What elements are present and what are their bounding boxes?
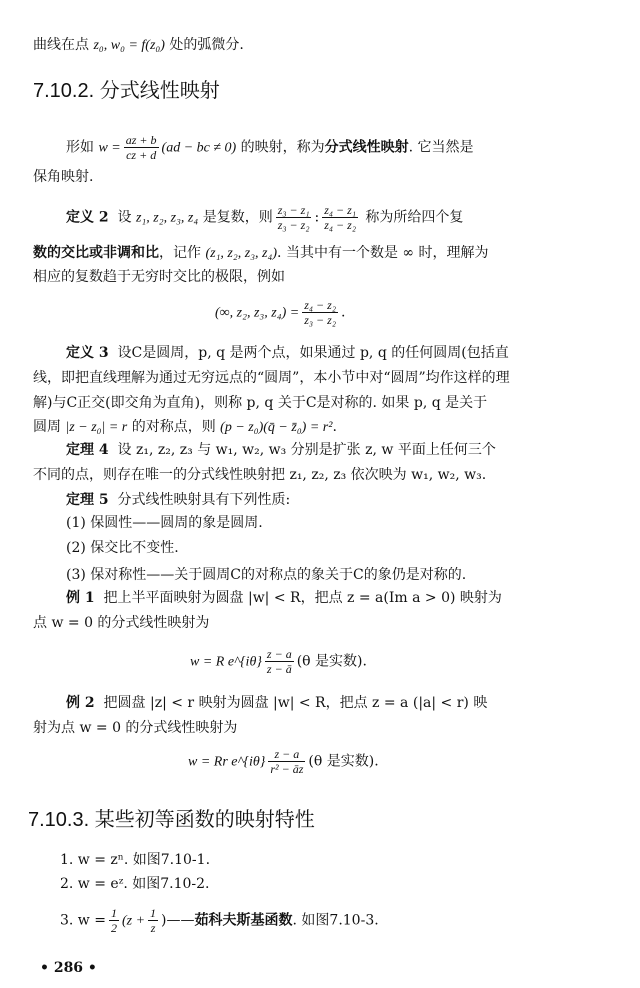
text: 设 z₁, z₂, z₃ 与 w₁, w₂, w₃ 分别是扩张 z, w 平面上任何三个	[117, 442, 496, 458]
example-2-line: 射为点 w = 0 的分式线性映射为	[33, 720, 238, 736]
example-label: 例 1	[66, 590, 95, 606]
denominator: z₄ − z₂	[324, 218, 356, 232]
text: 把圆盘 |z| < r 映射为圆盘 |w| < R，把点 z = a (|a| < r) 映	[103, 695, 488, 711]
math: w =	[98, 140, 121, 156]
property-item: (1) 保圆性——圆周的象是圆周.	[66, 515, 263, 531]
denominator: r² − āz	[270, 762, 304, 776]
definition-2-line	[33, 244, 489, 263]
cross-ratio-formula	[215, 298, 345, 327]
fraction	[124, 133, 159, 162]
math: (∞, z₂, z₃, z₄) =	[215, 305, 300, 321]
theorem-label: 定理 4	[66, 442, 109, 458]
fraction	[109, 906, 119, 935]
list-item	[60, 906, 379, 935]
text: (θ 是实数).	[308, 753, 379, 770]
paragraph-line: 保角映射.	[33, 169, 94, 185]
math: (p − z₀)(q̄ − z̄₀) = r²	[220, 420, 333, 435]
denominator: z₃ − z₂	[304, 313, 336, 327]
numerator: 1	[110, 906, 117, 920]
numerator: az + b	[125, 133, 157, 147]
numerator: z₄ − z₂	[304, 298, 336, 312]
example-1-formula	[190, 647, 367, 676]
math: (ad − bc ≠ 0)	[161, 140, 237, 156]
theorem-5	[66, 491, 290, 509]
paragraph-definition	[66, 133, 474, 162]
text: 设	[117, 209, 136, 226]
denominator: 2	[110, 921, 117, 935]
math: z₀, w₀ = f(z₀)	[93, 38, 165, 53]
fraction	[276, 203, 312, 232]
text: 的映射，称为	[236, 139, 325, 156]
text: . 当其中有一个数是 ∞ 时，理解为	[277, 245, 489, 261]
text: 称为所给四个复	[360, 209, 464, 226]
definition-3-line	[33, 418, 337, 437]
property-item: (2) 保交比不变性.	[66, 540, 179, 556]
theorem-4-line: 不同的点，则存在唯一的分式线性映射把 z₁, z₂, z₃ 依次映为 w₁, w₂, w₃.	[33, 467, 487, 483]
math: w = Rr e^{iθ}	[188, 754, 266, 770]
text: 圆周	[33, 419, 66, 435]
example-2	[66, 694, 487, 712]
section-heading-7-10-2: 7.10.2. 分式线性映射	[33, 80, 220, 102]
text: 曲线在点	[33, 37, 94, 53]
section-heading-7-10-3: 7.10.3. 某些初等函数的映射特性	[28, 809, 315, 831]
numerator: 1	[150, 906, 157, 920]
text: )——	[161, 912, 195, 929]
list-item: 2. w = eᶻ. 如图7.10-2.	[60, 876, 210, 892]
definition-3	[66, 344, 509, 362]
fraction	[148, 906, 158, 935]
denominator: z₃ − z₂	[277, 218, 310, 232]
text: 是复数，则	[198, 209, 273, 226]
definition-2	[66, 203, 463, 232]
theorem-4	[66, 441, 496, 459]
definition-2-line: 相应的复数趋于无穷时交比的极限，例如	[33, 269, 285, 285]
example-1	[66, 589, 502, 607]
bold-term: 分式线性映射	[324, 139, 409, 156]
text: . 如图7.10-3.	[292, 912, 379, 929]
text: 设C是圆周，p, q 是两个点，如果通过 p, q 的任何圆周(包括直	[117, 345, 509, 361]
definition-3-line: 解)与C正交(即交角为直角)，则称 p, q 关于C是对称的. 如果 p, q 是关于	[33, 395, 488, 411]
text: 3. w =	[60, 912, 106, 929]
text: . 它当然是	[408, 139, 474, 156]
numerator: z₃ − z₁	[277, 203, 310, 217]
intro-line	[33, 36, 244, 55]
math: z₁, z₂, z₃, z₄	[135, 210, 199, 226]
numerator: z − a	[268, 747, 305, 762]
math: (z₁, z₂, z₃, z₄)	[205, 246, 278, 261]
text: .	[332, 419, 337, 435]
text: (θ 是实数).	[296, 653, 367, 670]
definition-label: 定义 3	[66, 345, 109, 361]
definition-3-line: 线，即把直线理解为通过无穷远点的“圆周”，本小节中对“圆周”均作这样的理	[33, 370, 510, 386]
text: 形如	[66, 139, 99, 156]
fraction	[322, 203, 358, 232]
bold-term: 数的交比或非调和比	[33, 245, 159, 261]
math: |z − z₀| = r	[65, 420, 128, 435]
numerator: z₄ − z₁	[324, 203, 356, 217]
text: .	[340, 304, 346, 321]
definition-label: 定义 2	[66, 209, 109, 226]
property-item: (3) 保对称性——关于圆周C的对称点的象关于C的象仍是对称的.	[66, 567, 467, 583]
theorem-label: 定理 5	[66, 492, 109, 508]
numerator: z − a	[266, 647, 292, 661]
example-2-formula	[188, 747, 379, 776]
denominator: cz + d	[126, 148, 157, 162]
denominator: z	[150, 921, 156, 935]
fraction	[302, 298, 338, 327]
example-label: 例 2	[66, 695, 95, 711]
fraction	[268, 747, 305, 776]
text: 分式线性映射具有下列性质:	[117, 492, 291, 508]
text: :	[314, 209, 320, 226]
fraction	[265, 647, 294, 676]
text: 处的弧微分.	[164, 37, 244, 53]
page-number: • 286 •	[40, 960, 97, 976]
math: (z +	[121, 913, 146, 929]
math: w = R e^{iθ}	[190, 654, 262, 670]
denominator: z − ā	[266, 662, 292, 676]
text: 把上半平面映射为圆盘 |w| < R，把点 z = a(Im a > 0) 映射为	[103, 590, 502, 606]
example-1-line: 点 w = 0 的分式线性映射为	[33, 615, 210, 631]
text: 的对称点，则	[127, 419, 221, 435]
bold-term: 茹科夫斯基函数	[194, 912, 293, 929]
text: ，记作	[159, 245, 206, 261]
list-item: 1. w = zⁿ. 如图7.10-1.	[60, 852, 211, 868]
